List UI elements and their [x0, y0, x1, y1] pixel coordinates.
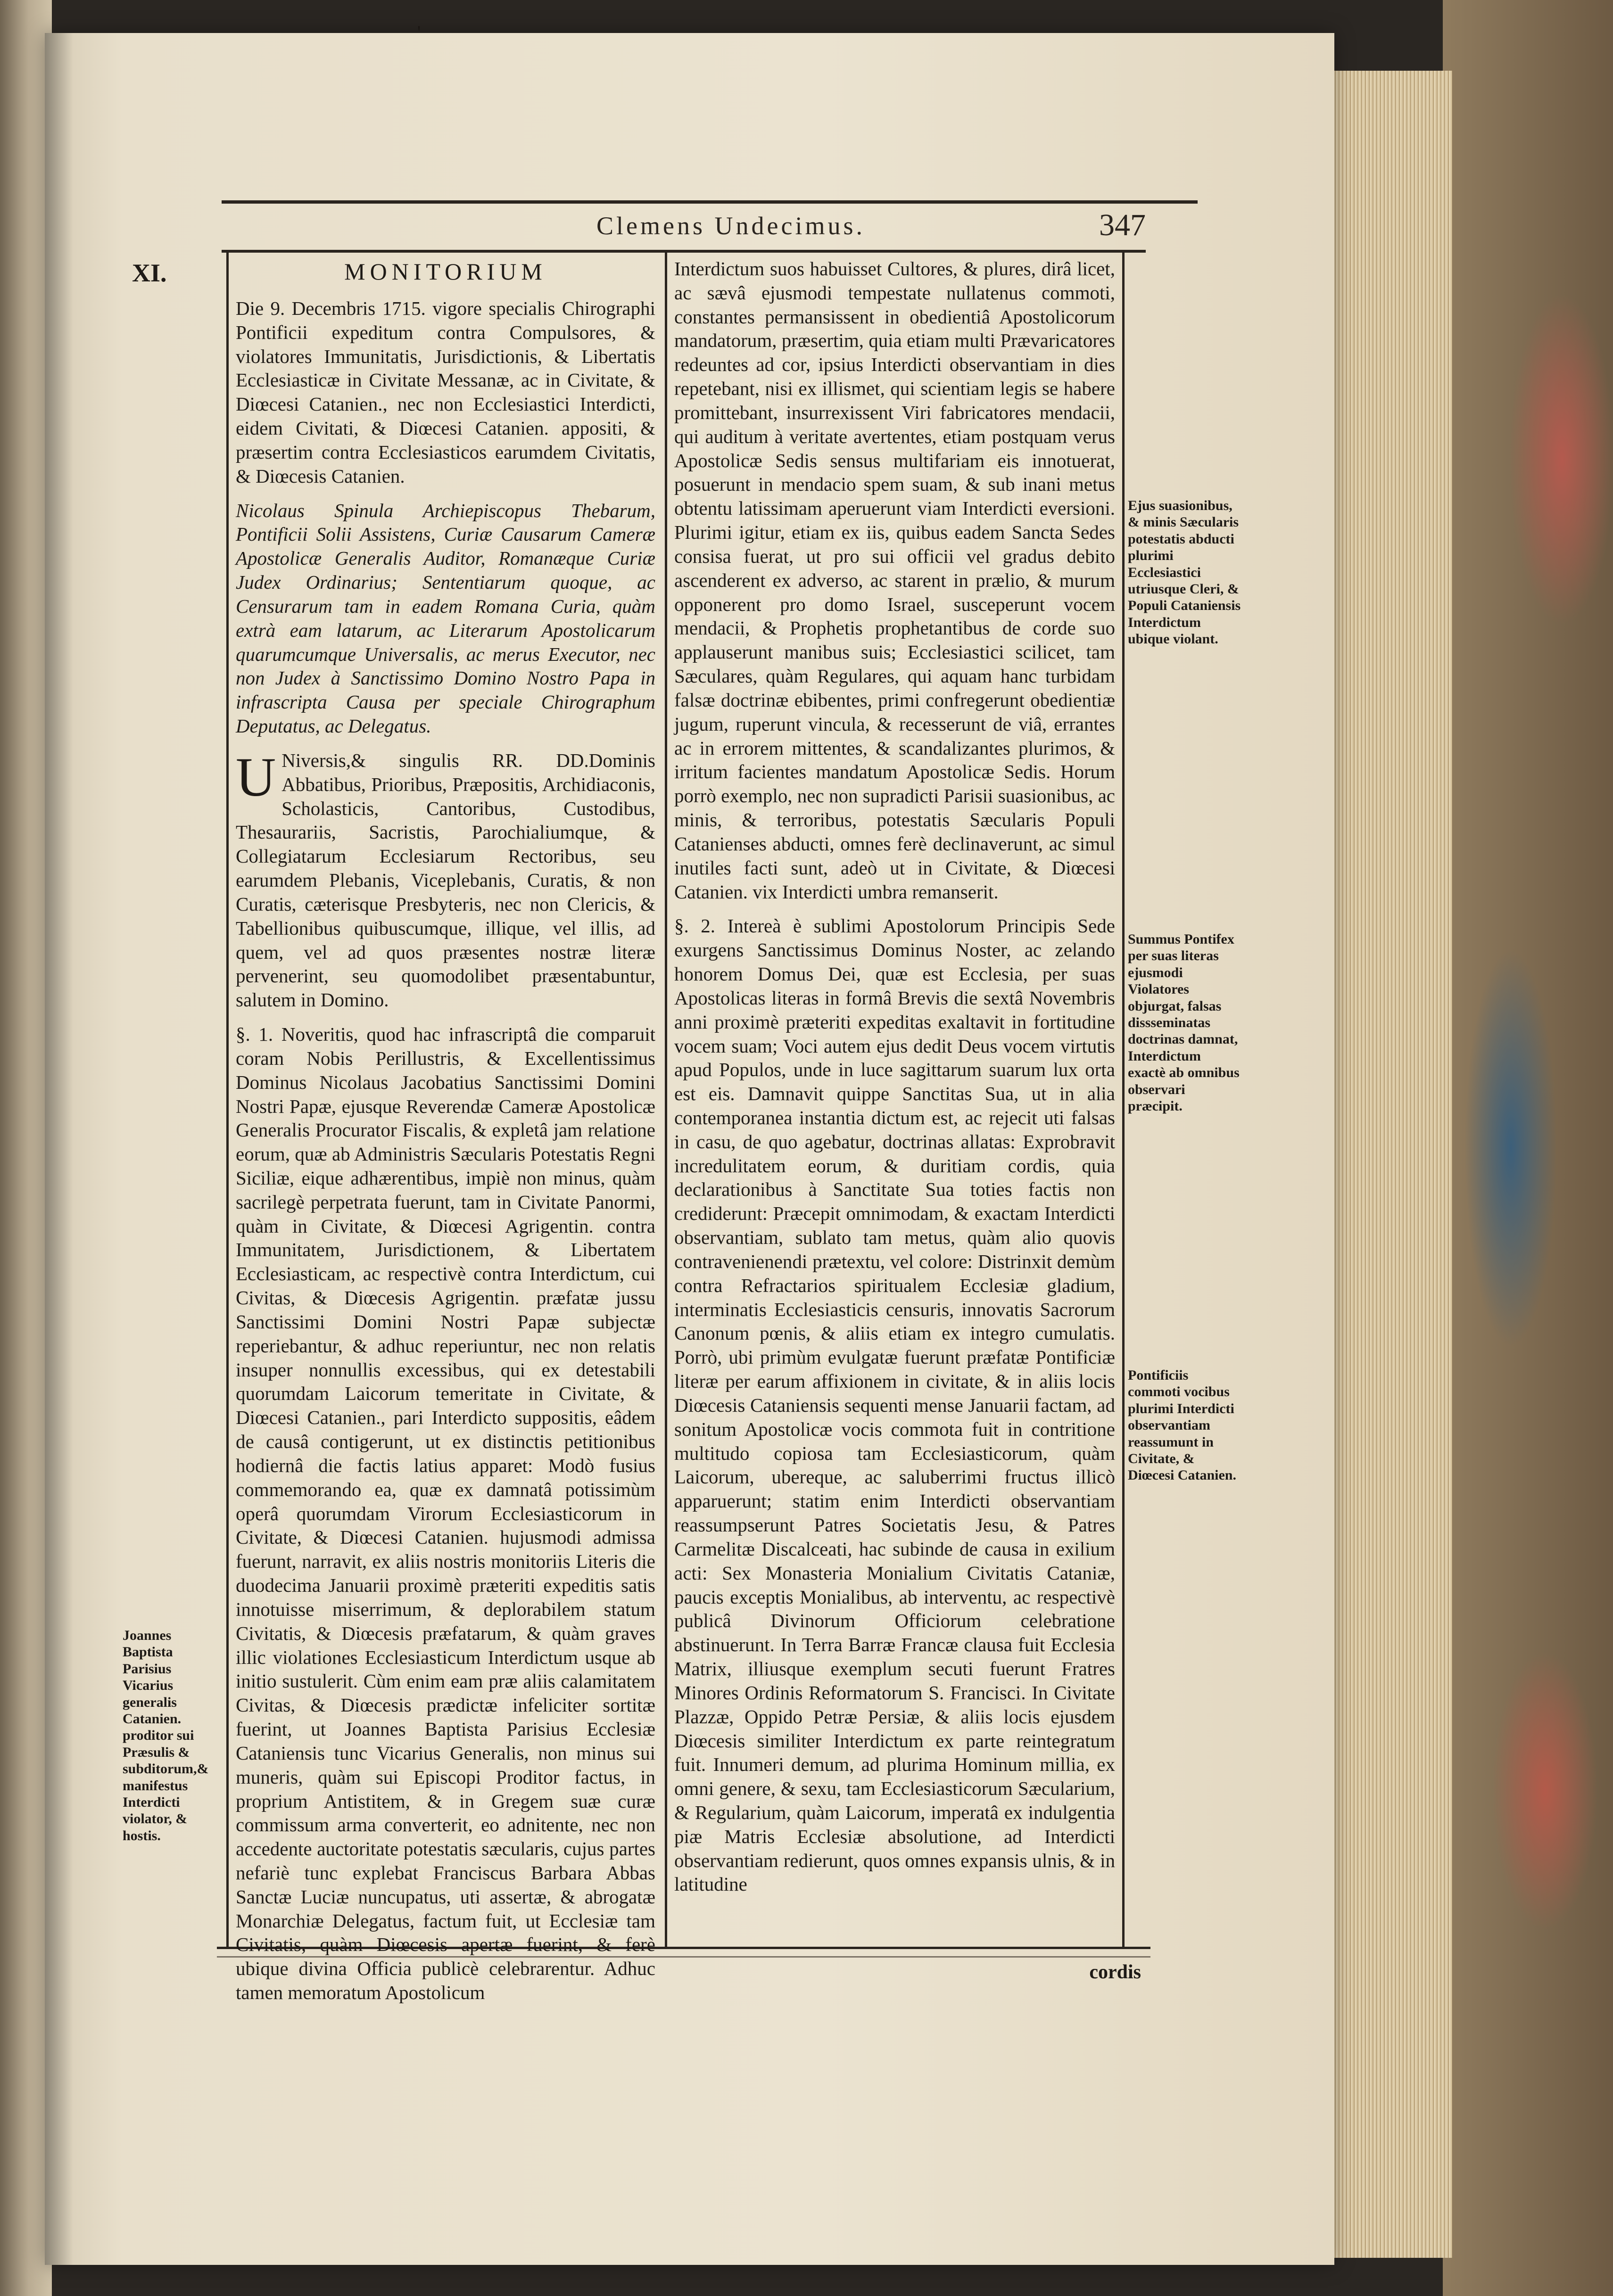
frame-rule-middle — [665, 252, 667, 1949]
intro-paragraph: Die 9. Decembris 1715. vigore specialis Chirographi Pontificii expeditum contra Compulsores, & violatores Immunitatis, Jurisdictionis, & Libertatis Ecclesiasticæ in Civitate Messanæ, ac in Civitate, & Diœcesi Catanien., nec non Ecclesiastici Interdicti, eidem Civitati, & Diœcesi Catanien. appositi, & præsertim contra Ecclesiasticos earumdem Civitatis, & Diœcesis Catanien. — [236, 297, 655, 487]
address-paragraph — [236, 746, 655, 1012]
catchword: cordis — [1089, 1961, 1141, 1983]
drop-cap: U — [236, 746, 276, 808]
page-fore-edge — [1330, 71, 1452, 2258]
header-rule-bottom — [222, 250, 1146, 253]
address-text: Niversis,& singulis RR. DD.Dominis Abbatibus, Prioribus, Præpositis, Archidiaconis, Scholasticis, Cantoribus, Custodibus, Thesaurariis, Sacristis, Parochialiumque, & Collegiatarum Ecclesiarum Rectoribus, seu earumdem Plebanis, Viceplebanis, Curatis, & non Curatis, cæterisque Presbyteris, nec non Clericis, & Tabellionibus quibuscumque, illique, vel illis, ad quem, vel ad quos præsentes nostræ literæ pervenerint, seu quomodolibet præsentabuntur, salutem in Domino. — [236, 749, 655, 1011]
header-rule-top — [222, 200, 1198, 204]
paragraph-1: §. 1. Noveritis, quod hac infrascriptâ die comparuit coram Nobis Perillustris, & Excellentissimus Dominus Nicolaus Jacobatius Sanctissimi Domini Nostri Papæ, ejusque Reverendæ Cameræ Apostolicæ Generalis Procurator Fiscalis, & expletâ jam relatione eorum, quæ ab Administris Sæcularis Potestatis Regni Siciliæ, eique adhærentibus, impiè non minus, quàm sacrilegè perpetrata fuerunt, tam in Civitate Panormi, quàm in Civitate, & Diœcesi Agrigentin. contra Immunitatem, Jurisdictionem, & Libertatem Ecclesiasticam, ac respectivè contra Interdictum, cui Civitas, & Diœcesis Agrigentin. præfatæ jussu Sanctissimi Domini Nostri Papæ subjectæ reperiebantur, & adhuc reperiuntur, nec non relatis insuper nonnullis excessibus, qui ex detestabili quorumdam Laicorum temeritate in Civitate, & Diœcesi Catanien., pari Interdicto suppositis, eâdem de causâ contigerunt, ut ex distinctis petitionibus hodiernâ die factis latius apparet: Modò fusius commemorando ea, quæ ex damnatâ potissimùm operâ quorumdam Virorum Ecclesiasticorum in Civitate, & Diœcesi Catanien. hujusmodi admissa fuerunt, narravit, ex aliis nostris monitoriis Literis die duodecima Januarii proximè præteriti expeditis satis innotuisse miserrimum, & deplorabilem statum Civitatis, & Diœcesis præfatarum, & quàm graves illic violationes Ecclesiasticum Interdictum usque ab initio sustulerit. Cùm enim eam præ aliis calamitatem Civitas, & Diœcesis prædictæ infeliciter sortitæ fuerint, ut Joannes Baptista Parisius Ecclesiæ Cataniensis tunc Vicarius Generalis, non minus sui muneris, quàm sui Episcopi Proditor factus, in proprium Antistitem, & in Gregem suæ curæ commissum arma converterit, eo adnitente, nec non accedente auctoritate potestatis sæcularis, cujus partes nefariè tunc explebat Franciscus Barbara Abbas Sanctæ Luciæ nuncupatus, uti assertæ, & abrogatæ Monarchiæ Delegatus, factum fuit, ut Ecclesiæ tam Civitatis, quàm Diœcesis apertæ fuerint, & ferè ubique divina Officia publicè celebrarentur. Adhuc tamen memoratum Apostolicum — [236, 1023, 655, 2004]
paragraph-2: §. 2. Intereà è sublimi Apostolorum Principis Sede exurgens Sanctissimus Dominus Noster, ac zelando honorem Domus Dei, quæ est Ecclesia, per suas Apostolicas literas in formâ Brevis die sextâ Novembris anni proximè præteriti expeditas exaltavit in fortitudine vocem suam; Voci autem ejus dedit Deus vocem virtutis apud Populos, unde in luce sagittarum suarum lux orta est eis. Damnavit quippe Sanctitas Sua, ut in alia contemporanea instantia dictum est, ac rejecit uti falsas in casu, de quo agebatur, doctrinas allatas: Exprobravit incredulitatem eorum, & duritiam cordis, quia declarationibus à Sanctitate Sua toties factis non crediderunt: Præcepit omnimodam, & exactam Interdicti observantiam, sublato tam metus, quàm alio quovis contravenienendi prætextu, vel colore: Distrinxit demùm contra Refractarios spiritualem Ecclesiæ gladium, interminatis Ecclesiasticis censuris, innovatis Sacrorum Canonum pœnis, & aliis etiam ex integro cumulatis. Porrò, ubi primùm evulgatæ fuerunt præfatæ Pontificiæ literæ per earum affixionem in civitate, & in aliis locis Diœcesis Cataniensis sequenti mense Januarii factam, ad sonitum Apostolicæ vocis commota fuit in contritione multitudo copiosa tam Ecclesiasticorum, quàm Laicorum, ubereque, ac saluberrimi fructus illicò apparuerunt; statim enim Interdicti observantiam reassumpserunt Patres Societatis Jesu, & Patres Carmelitæ Discalceati, hac subinde de causa in exilium acti: Sex Monasteria Monialium Civitatis Cataniæ, paucis exceptis Monialibus, ab interventu, ac respectivè publicâ Divinorum Officiorum celebratione abstinuerunt. In Terra Barræ Francæ clausa fuit Ecclesia Matrix, illiusque exemplum secuti fuerunt Fratres Minores Ordinis Reformatorum S. Francisci. In Civitate Plazzæ, Oppido Petræ Persiæ, & aliis locis ejusdem Diœcesis similiter Interdictum ex parte reintegratum fuit. Innumeri demum, ad plurima Hominum millia, ex omni genere, & sexu, tam Ecclesiasticorum Sæcularium, & Regularium, quàm Laicorum, imperatâ ex indulgentia piæ Matris Ecclesiæ absolutione, ad Interdicti observantiam redierunt, quos omnes expansis ulnis, & in latitudine — [674, 915, 1115, 1895]
page-number: 347 — [1099, 208, 1146, 242]
margin-note-left: Joannes Baptista Parisius Vicarius generalis Catanien. proditor sui Præsulis & subditorum,& manifestus Interdicti violator, & hostis. — [123, 1628, 209, 1843]
frame-rule-right — [1122, 252, 1125, 1949]
facing-page-edge — [0, 0, 52, 2296]
margin-note-right-2: Summus Pontifex per suas literas ejusmodi Violatores objurgat, falsas dissseminatas doctrinas damnat, Interdictum exactè ab omnibus observari præcipit. — [1128, 931, 1240, 1114]
left-text-column — [236, 257, 655, 2015]
section-number: XI. — [132, 259, 167, 287]
margin-note-right-1: Ejus suasionibus, & minis Sæcularis potestatis abducti plurimi Ecclesiastici utriusque Cleri, & Populi Cataniensis Interdictum ubique violant. — [1128, 498, 1241, 647]
right-text-column — [674, 257, 1115, 1907]
stray-ink-mark: ' — [417, 22, 421, 43]
issuer-titles: Nicolaus Spinula Archiepiscopus Thebarum, Pontificii Solii Assistens, Curiæ Causarum Cameræ Apostolicæ Generalis Auditor, Romanæque Curiæ Judex Ordinarius; Sententiarum quoque, ac Censurarum tam in eadem Romana Curia, quàm extrà eam latarum, ac Literarum Apostolicarum quarumcumque Universalis, ac merus Executor, nec non Judex à Sanctissimo Domino Nostro Papa in infrascripta Causa per speciale Chirographum Deputatus, ac Delegatus. — [236, 499, 655, 737]
paragraph-1-continued: Interdictum suos habuisset Cultores, & plures, dirâ licet, ac sævâ ejusmodi tempestate nullatenus commoti, constantes permansissent in obedientiâ Apostolicorum mandatorum, præsertim, quia etiam multi Prævaricatores redeuntes ad cor, ipsius Interdicti observantiam in dies repetebant, nisi ex illismet, qui scientiam legis se habere promittebant, insurrexissent Viri fabricatores mendacii, qui auditum à veritate avertentes, etiam postquam verus Apostolicæ Sedis sensus multifariam eis innotuerat, posuerunt in mendacio spem suam, & sub inani metus obtentu latissimam aperuerunt viam Interdicti eversioni. Plurimi igitur, etiam ex iis, quibus eadem Sancta Sedes consisa fuerat, ut pro sui officii vel gradus debito ascenderent ex adverso, ac starent in prælio, & murum opponerent pro domo Israel, susceperunt vocem mendacii, & Prophetis prophetantibus de corde suo applauserunt manibus suis; Ecclesiastici scilicet, tam Sæculares, quàm Regulares, qui aquam hanc turbidam falsæ doctrinæ ebibentes, primi confregerunt obedientiæ jugum, ruperunt vincula, & recesserunt de viâ, errantes ac in errorem mittentes, & scandalizantes plurimos, & irritum facientes mandatum Apostolicæ Sedis. Horum porrò exemplo, nec non supradicti Parisii suasionibus, ac minis, & terroribus, potestatis Sæcularis Populi Catanienses abducti, omnes ferè declinaverunt, ac simul inutiles facti sunt, adeò ut in Civitate, & Diœcesi Catanien. vix Interdicti umbra remanserit. — [674, 258, 1115, 903]
document-title: MONITORIUM — [344, 258, 547, 285]
running-head: Clemens Undecimus. — [596, 212, 865, 240]
book-cover-marbled — [1443, 0, 1613, 2296]
frame-rule-left — [226, 252, 229, 1949]
binding-shadow — [45, 33, 73, 2265]
margin-note-right-3: Pontificiis commoti vocibus plurimi Interdicti observantiam reassumunt in Civitate, & Diœcesi Catanien. — [1128, 1367, 1236, 1483]
